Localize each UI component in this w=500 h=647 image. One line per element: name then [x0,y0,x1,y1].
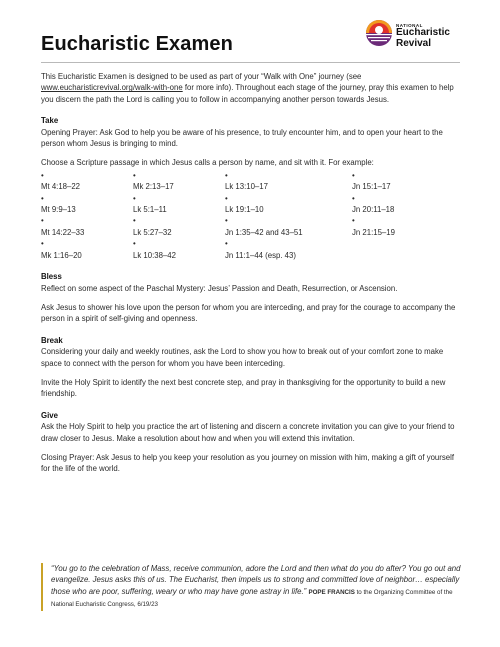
eucharistic-revival-logo [365,18,465,58]
scripture-ref: Mk 2:13–17 [133,182,174,192]
scripture-ref: Jn 21:15–19 [352,227,395,237]
take-heading: Take [41,116,59,126]
bless-heading: Bless [41,272,62,282]
scripture-item: • Mk 2:13–17 [133,170,225,193]
scripture-item: • Mt 4:18–22 [41,170,133,193]
intro-paragraph [41,71,461,105]
logo-line-2: Revival [396,37,432,49]
scripture-ref: Mt 9:9–13 [41,205,76,215]
sunburst-logo-icon [365,19,393,47]
quote-source: to the Organizing Committee of the National Eucharistic Congress, 6/19/23 [51,588,453,609]
logo-line-1: Eucharistic [396,27,450,38]
logo-national: NATIONAL [396,23,423,28]
scripture-item: • Jn 1:35–42 and 43–51 [225,215,352,238]
scripture-item: • Mt 14:22–33 [41,215,133,238]
intro-text-2: for more info). Throughout each stage of the journey, pray this examen to help you discern the path the Lord is calling you to follow in accompanying another person towards Jesus. [41,83,454,104]
examen-body [41,71,461,475]
scripture-ref: Mt 14:22–33 [41,227,85,237]
break-paragraph-2: Invite the Holy Spirit to identify the next best concrete step, and pray in thanksgiving for the opportunity to build a new friendship. [41,377,446,399]
quote-text: “You go to the celebration of Mass, receive communion, adore the Lord and then what do you do after? You go out and evangelize. Jesus asks this of us. The Eucharist, then impels us to strong and committed love of neighbor… especially those who are poor, suffering, weary or who may have gone astray in life.” [51,564,461,596]
scripture-item-empty [352,238,452,261]
scripture-ref: Jn 15:1–17 [352,182,391,192]
quote-author: POPE FRANCIS [308,588,355,596]
scripture-item: • Jn 15:1–17 [352,170,452,193]
scripture-ref: Lk 5:1–11 [133,205,167,215]
walk-with-one-link[interactable]: www.eucharisticrevival.org/walk-with-one [41,83,183,93]
scripture-ref: Lk 5:27–32 [133,227,172,237]
scripture-ref: Jn 11:1–44 (esp. 43) [225,250,296,260]
intro-text-1: This Eucharistic Examen is designed to be used as part of your “Walk with One” journey (see [41,72,362,81]
scripture-ref: Lk 13:10–17 [225,182,268,192]
scripture-instruction: Choose a Scripture passage in which Jesus calls a person by name, and sit with it. For example: [41,158,374,168]
scripture-item: • Mt 9:9–13 [41,193,133,216]
scripture-ref: Jn 20:11–18 [352,205,395,215]
scripture-item: • Mk 1:16–20 [41,238,133,261]
page-title: Eucharistic Examen [41,33,233,55]
bless-paragraph-1: Reflect on some aspect of the Paschal Mystery: Jesus’ Passion and Death, Resurrection, or Ascension. [41,283,398,293]
scripture-item: • Jn 21:15–19 [352,215,452,238]
bless-paragraph-2: Ask Jesus to shower his love upon the person for whom you are interceding, and pray for the courage to accompany the person in a spirit of self-giving and openness. [41,302,456,324]
scripture-item: • Lk 5:1–11 [133,193,225,216]
scripture-item: • Lk 5:27–32 [133,215,225,238]
scripture-ref: Mk 1:16–20 [41,250,82,260]
scripture-ref: Lk 10:38–42 [133,250,176,260]
scripture-ref: Mt 4:18–22 [41,182,81,192]
scripture-item: • Jn 11:1–44 (esp. 43) [225,238,352,261]
opening-prayer: Opening Prayer: Ask God to help you be aware of his presence, to truly encounter him, and to open your heart to the person whom Jesus is bringing to mind. [41,127,443,149]
break-heading: Break [41,335,63,345]
scripture-list [41,170,461,261]
scripture-item: • Jn 20:11–18 [352,193,452,216]
scripture-ref: Lk 19:1–10 [225,205,264,215]
give-paragraph: Ask the Holy Spirit to help you practice the art of listening and discern a concrete invitation you can give to your friend to draw closer to Jesus. Make a resolution about how and when you will extend this invitation. [41,422,455,443]
scripture-item: • Lk 19:1–10 [225,193,352,216]
closing-prayer: Closing Prayer: Ask Jesus to help you keep your resolution as you journey on mission with him, making a gift of yourself for the life of the world. [41,452,455,474]
logo-wordmark [396,28,466,49]
scripture-ref: Jn 1:35–42 and 43–51 [225,227,303,237]
give-heading: Give [41,410,58,420]
scripture-item: • Lk 13:10–17 [225,170,352,193]
pope-francis-quote [41,563,467,611]
header-divider [41,62,460,63]
break-paragraph-1: Considering your daily and weekly routines, ask the Lord to show you how to break out of your comfort zone to make space to connect with the person for whom you have been interceding. [41,347,444,368]
scripture-item: • Lk 10:38–42 [133,238,225,261]
